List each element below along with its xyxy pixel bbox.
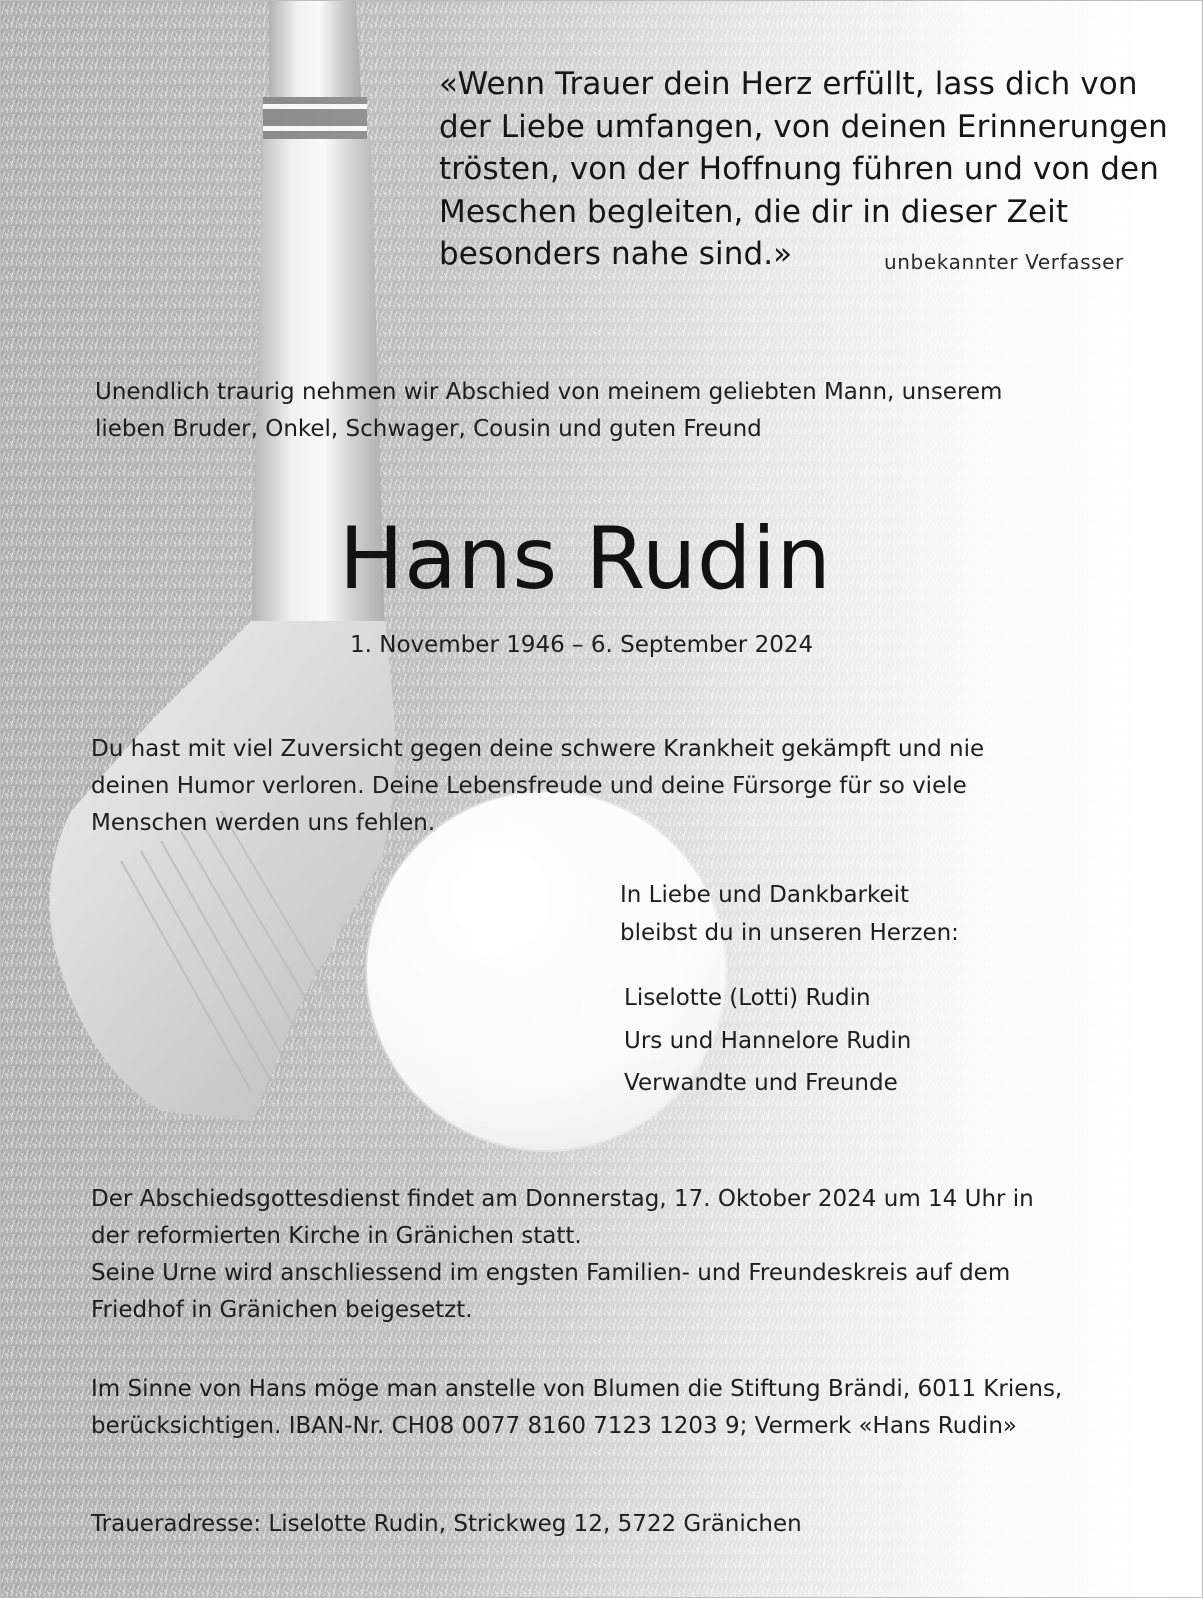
- quote-author: unbekannter Verfasser: [884, 250, 1124, 274]
- tribute-line: Menschen werden uns fehlen.: [91, 810, 436, 836]
- mourner-name: Verwandte und Freunde: [624, 1070, 898, 1096]
- mourner-name: Urs und Hannelore Rudin: [624, 1027, 912, 1054]
- closing-line: In Liebe und Dankbarkeit: [620, 882, 910, 908]
- service-line: der reformierten Kirche in Gränichen statt.: [91, 1223, 582, 1249]
- mourners-list: [624, 977, 911, 1105]
- quote-text: [439, 63, 1168, 276]
- quote-line: «Wenn Trauer dein Herz erfüllt, lass dich von: [439, 66, 1138, 102]
- closing-line: bleibst du in unseren Herzen:: [620, 920, 959, 946]
- mourning-address: Traueradresse: Liselotte Rudin, Strickweg 12, 5722 Gränichen: [91, 1511, 802, 1537]
- service-line: Friedhof in Gränichen beigesetzt.: [91, 1297, 473, 1323]
- deceased-name: Hans Rudin: [339, 509, 832, 609]
- quote-line: der Liebe umfangen, von deinen Erinnerungen: [439, 108, 1168, 145]
- intro-line: Unendlich traurig nehmen wir Abschied von meinem geliebten Mann, unserem: [95, 379, 1003, 405]
- tribute-line: deinen Humor verloren. Deine Lebensfreude und deine Fürsorge für so viele: [91, 773, 967, 799]
- donation-line: berücksichtigen. IBAN-Nr. CH08 0077 8160 7123 1203 9; Vermerk «Hans Rudin»: [91, 1413, 1017, 1439]
- mourner-name: Liselotte (Lotti) Rudin: [624, 985, 871, 1011]
- life-dates: 1. November 1946 – 6. September 2024: [350, 632, 814, 658]
- quote-line: besonders nahe sind.»: [439, 236, 793, 272]
- service-info: [91, 1181, 1034, 1329]
- tribute-text: [91, 731, 984, 842]
- quote-line: Meschen begleiten, die dir in dieser Zeit: [439, 193, 1069, 230]
- service-line: Seine Urne wird anschliessend im engsten Familien- und Freundeskreis auf dem: [91, 1260, 1011, 1286]
- closing-text: [620, 876, 959, 952]
- intro-line: lieben Bruder, Onkel, Schwager, Cousin und guten Freund: [95, 416, 762, 442]
- tribute-line: Du hast mit viel Zuversicht gegen deine schwere Krankheit gekämpft und nie: [91, 736, 985, 762]
- quote-line: trösten, von der Hoffnung führen und von den: [439, 151, 1159, 187]
- service-line: Der Abschiedsgottesdienst findet am Donnerstag, 17. Oktober 2024 um 14 Uhr in: [91, 1186, 1034, 1212]
- donation-info: [91, 1371, 1062, 1445]
- intro-text: [95, 374, 1002, 448]
- donation-line: Im Sinne von Hans möge man anstelle von Blumen die Stiftung Brändi, 6011 Kriens,: [91, 1376, 1063, 1402]
